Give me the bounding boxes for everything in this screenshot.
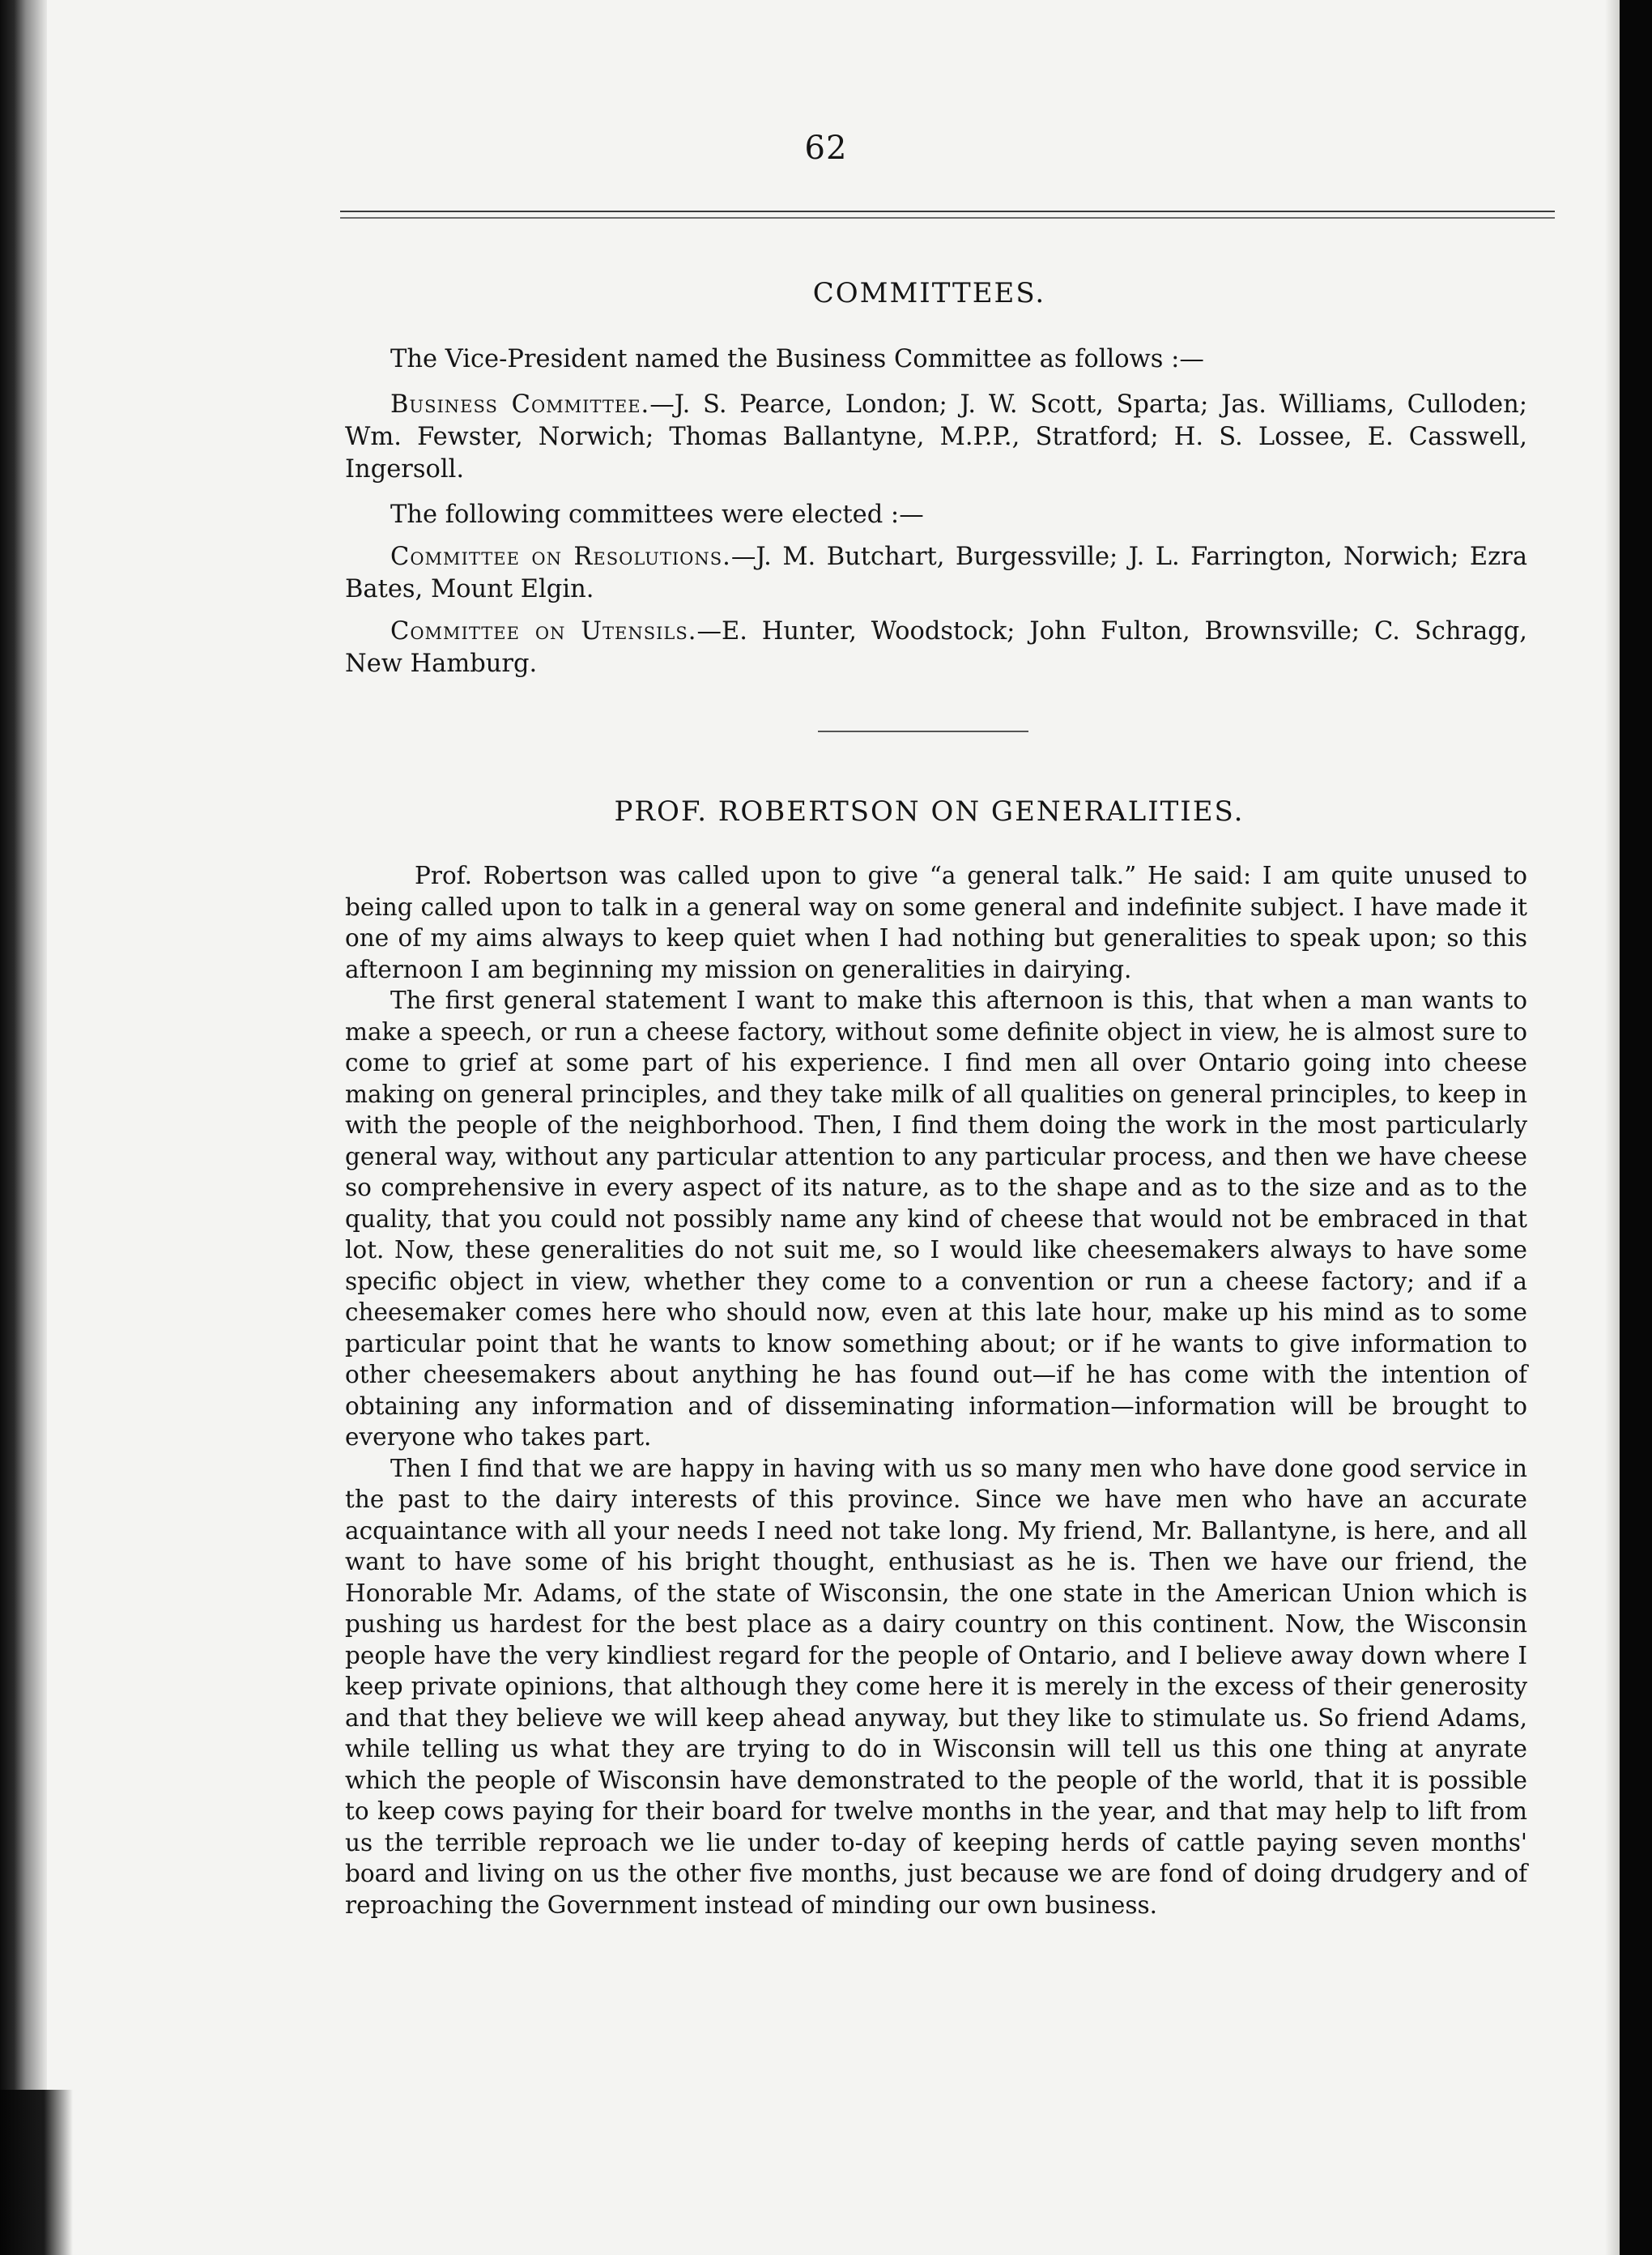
business-committee-members: —J. S. Pearce, London; J. W. Scott, Sparta; Jas. Williams, Culloden; Wm. Fewster, Norwich; Thomas Ballantyne, M.P.P., Stratford; H. S. Lossee, E. Casswell, Ingersoll. [345,390,1527,484]
business-committee-label: Business Committee. [390,390,650,419]
resolutions-committee [345,541,1527,606]
utensils-committee-members: —E. Hunter, Woodstock; John Fulton, Brownsville; C. Schragg, New Hamburg. [345,617,1527,678]
resolutions-committee-members: —J. M. Butchart, Burgessville; J. L. Farrington, Norwich; Ezra Bates, Mount Elgin. [345,543,1527,603]
article-paragraph-3: Then I find that we are happy in having with us so many men who have done good service in the past to the dairy interests of this province. Since we have men who have an accurate acquaintance with all your needs I need not take long. My friend, Mr. Ballantyne, is here, and all want to have some of his bright thought, enthusiast as he is. Then we have our friend, the Honorable Mr. Adams, of the state of Wisconsin, the one state in the American Union which is pushing us hardest for the best place as a dairy country on this continent. Now, the Wisconsin people have the very kindliest regard for the people of Ontario, and I believe away down where I keep private opinions, that although they come here it is merely in the excess of their generosity and that they believe we will keep ahead anyway, but they like to stimulate us. So friend Adams, while telling us what they are trying to do in Wisconsin will tell us this one thing at anyrate which the people of Wisconsin have demonstrated to the people of the world, that it is possible to keep cows paying for their board for twelve months in the year, and that may help to lift from us the terrible reproach we lie under to-day of keeping herds of cattle paying seven months' board and living on us the other five months, just because we are fond of doing drudgery and of reproaching the Government instead of minding our own business. [345,1454,1527,1919]
business-committee [345,389,1527,486]
binding-shadow [0,2090,73,2255]
article-heading: PROF. ROBERTSON ON GENERALITIES. [614,795,1245,828]
article-body [345,860,1527,1920]
page-edge-strip [1605,0,1620,2255]
committees-section [345,343,1527,680]
resolutions-committee-label: Committee on Resolutions. [390,543,731,571]
book-binding-left [0,0,47,2255]
page-number: 62 [804,130,848,167]
scan-border-right [1620,0,1652,2255]
section-divider [818,731,1028,732]
utensils-committee-label: Committee on Utensils. [390,617,697,646]
committees-intro: The Vice-President named the Business Committee as follows :— [390,345,1204,373]
following-committees: The following committees were elected :— [390,501,924,529]
committees-heading: COMMITTEES. [812,277,1046,309]
article-paragraph-2: The first general statement I want to make this afternoon is this, that when a man wants to make a speech, or run a cheese factory, without some definite object in view, he is almost sure to come to grief at some part of his experience. I find men all over Ontario going into cheese making on general principles, and they take milk of all qualities on general principles, to keep in with the people of the neighborhood. Then, I find them doing the work in the most particularly general way, without any particular attention to any particular process, and then we have cheese so comprehensive in every aspect of its nature, as to the shape and as to the size and as to the quality, that you could not possibly name any kind of cheese that would not be embraced in that lot. Now, these generalities do not suit me, so I would like cheesemakers always to have some specific object in view, whether they come to a convention or run a cheese factory; and if a cheesemaker comes here who should now, even at this late hour, make up his mind as to some particular point that he wants to know something about; or if he wants to give information to other cheesemakers about anything he has found out—if he has come with the intention of obtaining any information and of disseminating information—information will be brought to everyone who takes part. [345,987,1527,1451]
article-paragraph-1: Prof. Robertson was called upon to give “a general talk.” He said: I am quite unused to being called upon to talk in a general way on some general and indefinite subject. I have made it one of my aims always to keep quiet when I had nothing but generalities to speak upon; so this afternoon I am beginning my mission on generalities in dairying. [345,862,1527,983]
utensils-committee [345,616,1527,680]
header-double-rule [340,211,1555,220]
